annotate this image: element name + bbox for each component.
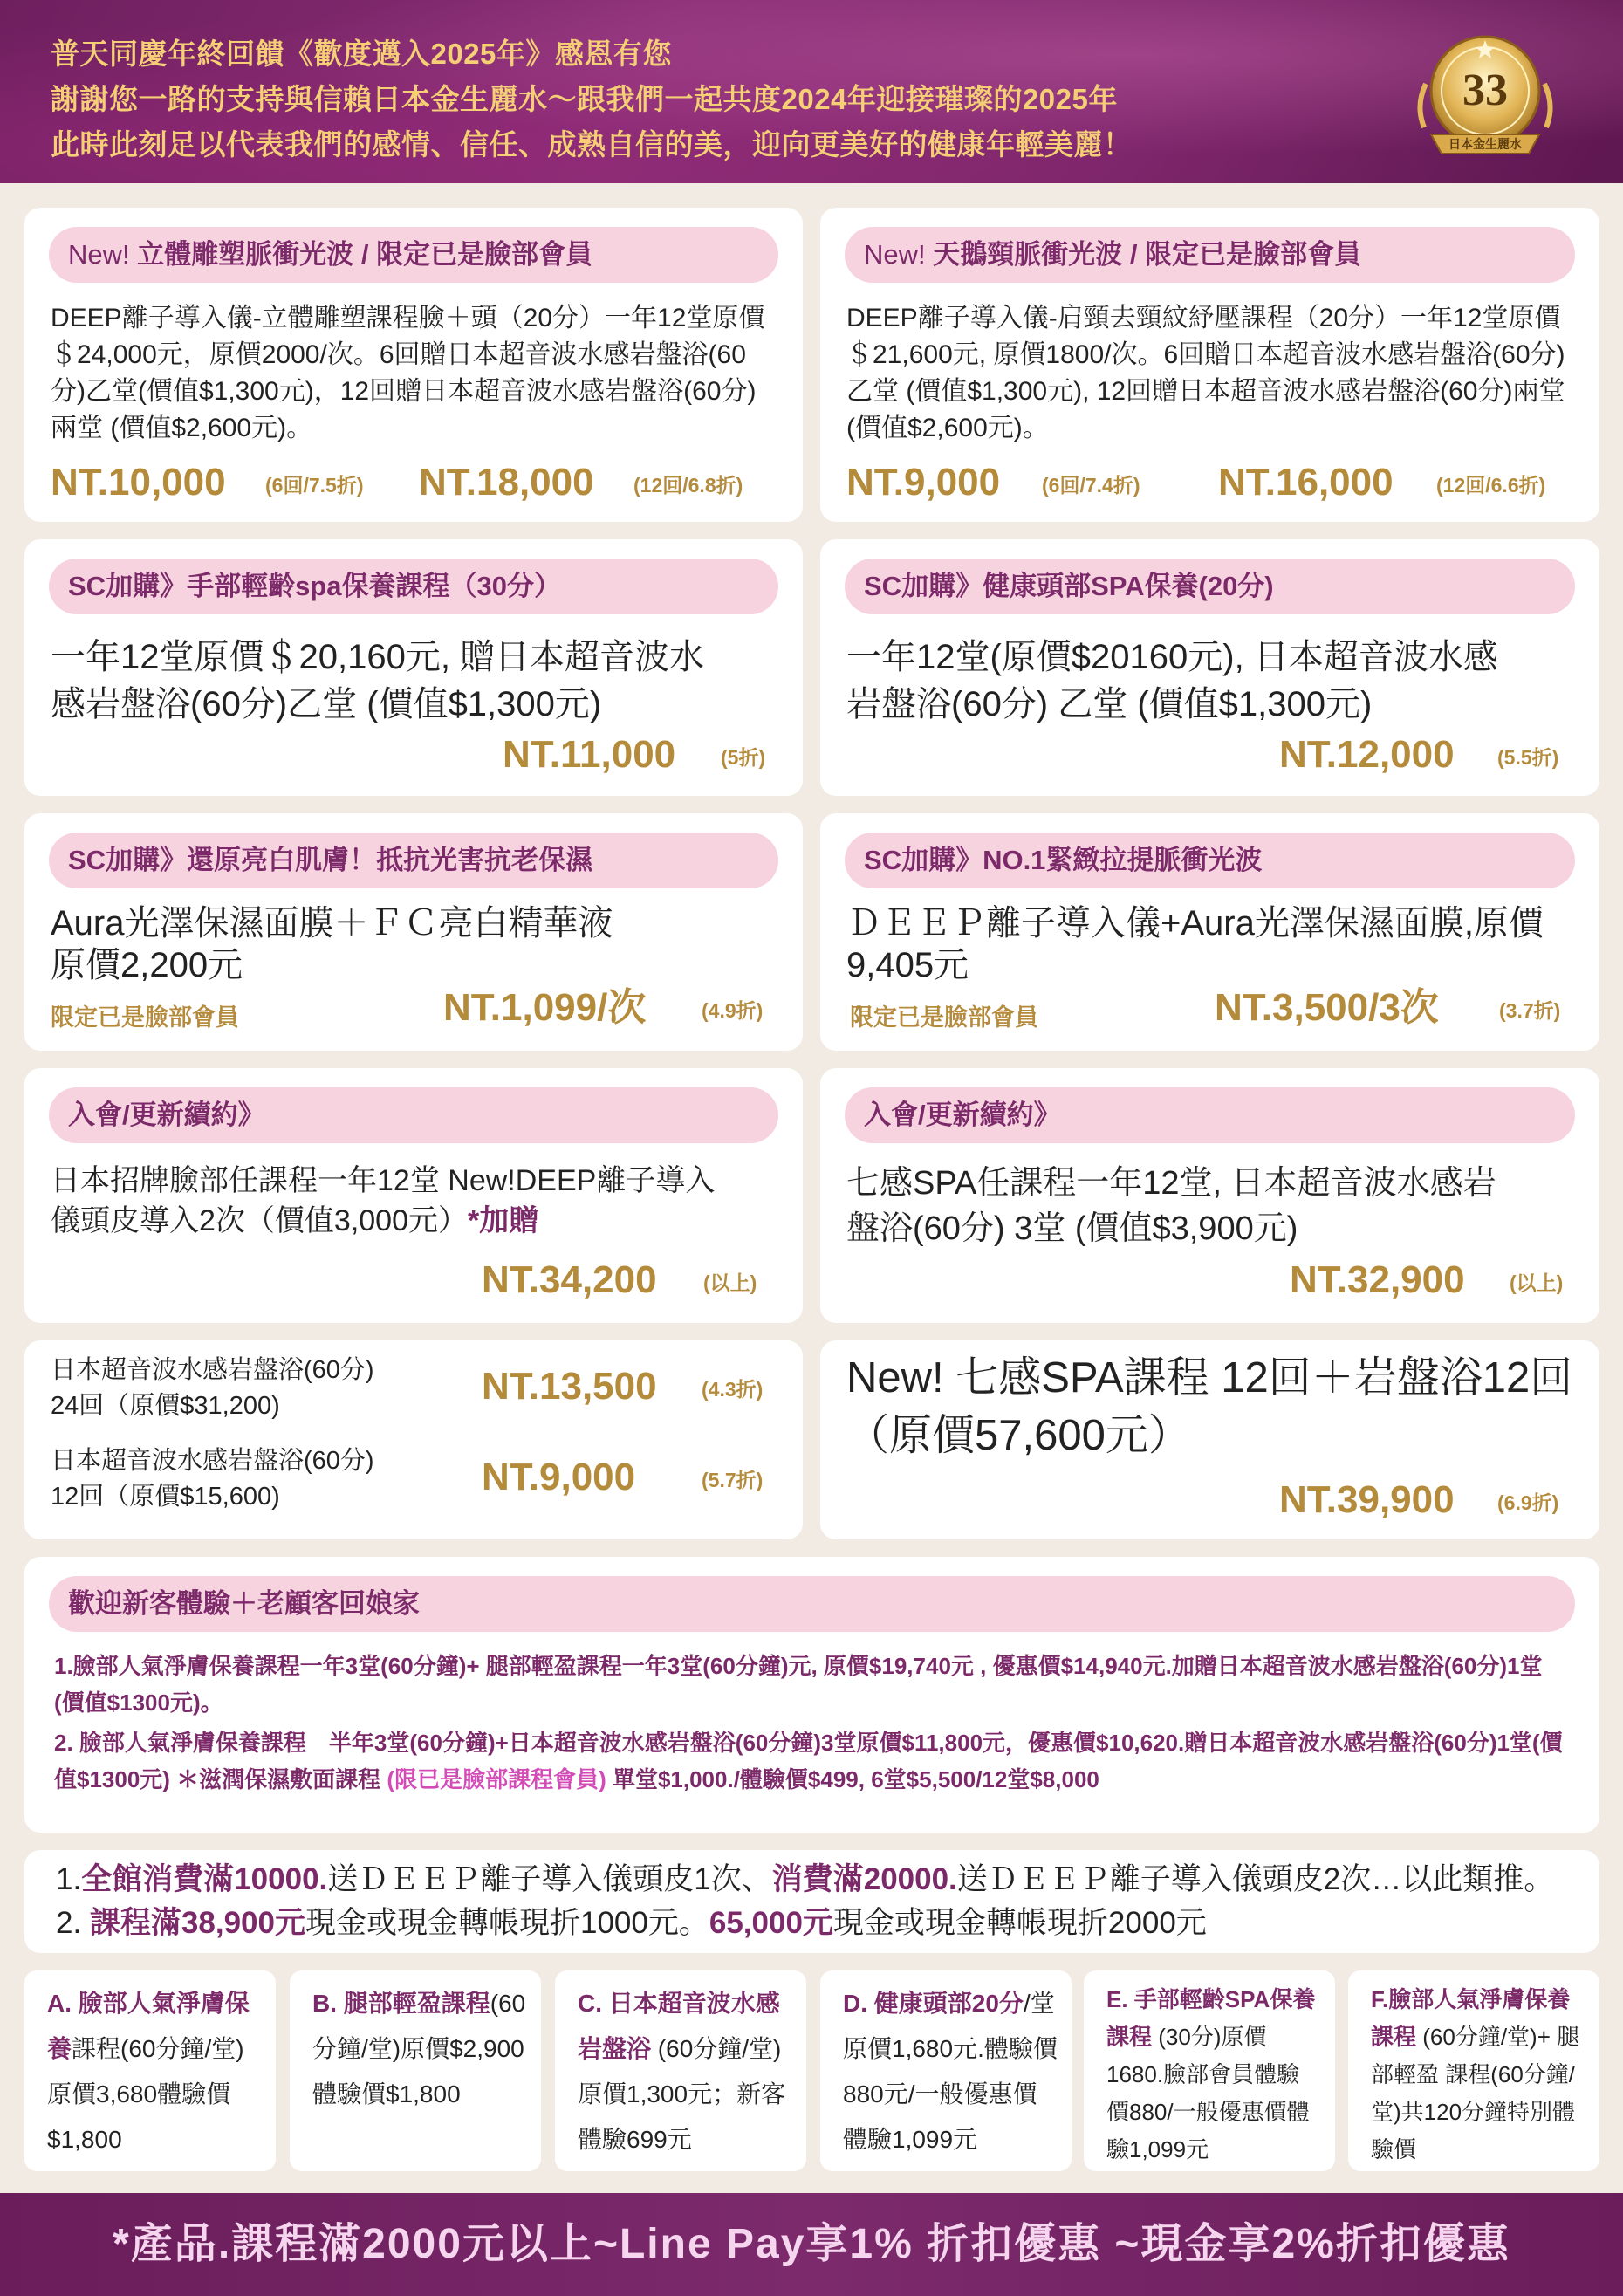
price: NT.3,500/3次 <box>1215 986 1439 1029</box>
rock-bath-24-description: 日本超音波水感岩盤浴(60分) 24回（原價$31,200) <box>51 1356 374 1420</box>
card-title: New! 立體雕塑脈衝光波 / 限定已是臉部會員 <box>49 227 778 283</box>
trial-card-a: A. 臉部人氣淨膚保養課程(60分鐘/堂)原價3,680體驗價$1,800 <box>24 1970 276 2171</box>
card-description: Aura光澤保濕面膜＋ＦＣ亮白精華液原價2,200元 <box>51 904 613 984</box>
trial-card-f: F.臉部人氣淨膚保養課程 (60分鐘/堂)+ 腿部輕盈 課程(60分鐘/堂)共120分鐘特別體驗價 <box>1348 1970 1599 2171</box>
discount-note-6: (6回/7.5折) <box>265 474 364 497</box>
offer-card-swan-neck <box>820 208 1599 522</box>
member-limit-note: 限定已是臉部會員 <box>51 1004 239 1031</box>
discount-note-12: (12回/6.8折) <box>633 474 743 497</box>
discount-note: (3.7折) <box>1499 999 1561 1022</box>
card-description: 日本招牌臉部任課程一年12堂 New!DEEP離子導入儀頭皮導入2次（價值3,000元）*加贈 <box>51 1164 716 1237</box>
badge-number: 33 <box>1462 65 1508 115</box>
card-title: SC加購》健康頭部SPA保養(20分) <box>845 559 1575 614</box>
payment-discount-footer: *產品.課程滿2000元以上~Line Pay享1% 折扣優惠 ~現金享2%折扣優惠 <box>0 2193 1623 2296</box>
price-6: NT.10,000 <box>51 461 226 504</box>
trial-card-d: D. 健康頭部20分/堂原價1,680元.體驗價880元/一般優惠價體驗1,099元 <box>820 1970 1072 2171</box>
price-12: NT.18,000 <box>419 461 594 504</box>
offer-card-sculpt-pulse <box>24 208 803 522</box>
card-title: New! 天鵝頸脈衝光波 / 限定已是臉部會員 <box>845 227 1575 283</box>
card-description: 一年12堂原價＄20,160元, 贈日本超音波水感岩盤浴(60分)乙堂 (價值$1,300元) <box>51 638 705 723</box>
header-banner <box>0 0 1623 183</box>
promo-line-2: 2. 課程滿38,900元現金或現金轉帳現折1000元。65,000元現金或現金轉帳現折2000元 <box>56 1906 1207 1940</box>
card-description: 七感SPA任課程一年12堂, 日本超音波水感岩盤浴(60分) 3堂 (價值$3,900元) <box>846 1165 1496 1247</box>
card-title: SC加購》還原亮白肌膚！抵抗光害抗老保濕 <box>49 833 778 888</box>
welcome-item-1: 1.臉部人氣淨膚保養課程一年3堂(60分鐘)+ 腿部輕盈課程一年3堂(60分鐘)元, 原價$19,740元 , 優惠價$14,940元.加贈日本超音波水感岩盤浴(60分)1堂(價值$1300元)。 <box>54 1653 1543 1716</box>
discount-note: (4.9折) <box>702 999 764 1022</box>
badge-text: 日本金生麗水 <box>1448 138 1522 152</box>
discount-note: (以上) <box>703 1271 757 1294</box>
price-24: NT.13,500 <box>482 1365 657 1408</box>
gift-label: *加贈 <box>468 1204 539 1237</box>
card-description: ＤＥＥＰ離子導入儀+Aura光澤保濕面膜,原價9,405元 <box>846 904 1544 984</box>
discount-note-24: (4.3折) <box>702 1378 764 1401</box>
offer-card-head-spa <box>820 539 1599 796</box>
discount-note-12: (12回/6.6折) <box>1436 474 1546 497</box>
promo-line-1: 1.全館消費滿10000.送ＤＥＥＰ離子導入儀頭皮1次、消費滿20000.送ＤＥＥＰ離子導入儀頭皮2次…以此類推。 <box>56 1862 1555 1896</box>
offer-card-firming-pulse <box>820 813 1599 1051</box>
card-title: 入會/更新續約》 <box>49 1087 778 1143</box>
member-limit-note: 限定已是臉部會員 <box>850 1004 1038 1031</box>
header-line-2: 謝謝您一路的支持與信賴日本金生麗水～跟我們一起共度2024年迎接璀璨的2025年 <box>51 83 1118 115</box>
price: NT.39,900 <box>1279 1478 1455 1521</box>
discount-note: (5.5折) <box>1497 746 1559 769</box>
offer-card-membership-spa <box>820 1068 1599 1323</box>
price: NT.11,000 <box>503 733 676 776</box>
card-title: SC加購》手部輕齡spa保養課程（30分） <box>49 559 778 614</box>
offer-card-seven-senses-spa <box>820 1340 1599 1539</box>
trial-card-b: B. 腿部輕盈課程(60分鐘/堂)原價$2,900體驗價$1,800 <box>290 1970 541 2171</box>
offer-card-brightening <box>24 813 803 1051</box>
offer-card-membership-face <box>24 1068 803 1323</box>
discount-note: (5折) <box>721 746 766 769</box>
price: NT.12,000 <box>1279 733 1455 776</box>
trial-card-c: C. 日本超音波水感岩盤浴 (60分鐘/堂)原價1,300元；新客體驗699元 <box>555 1970 806 2171</box>
discount-note: (以上) <box>1510 1271 1564 1294</box>
offer-card-rock-bath <box>24 1340 803 1539</box>
card-description: DEEP離子導入儀-立體雕塑課程臉＋頭（20分）一年12堂原價＄24,000元，原價2000/次。6回贈日本超音波水感岩盤浴(60分)乙堂(價值$1,300元)，12回贈日本超音波水感岩盤浴(60分)兩堂 (價值$2,600元)。 <box>51 304 765 442</box>
price-12: NT.9,000 <box>482 1456 636 1498</box>
price: NT.32,900 <box>1290 1258 1465 1301</box>
price-12: NT.16,000 <box>1218 461 1394 504</box>
welcome-item-2: 2. 臉部人氣淨膚保養課程 半年3堂(60分鐘)+日本超音波水感岩盤浴(60分鐘)3堂原價$11,800元，優惠價$10,620.贈日本超音波水感岩盤浴(60分)1堂(價值$1300元) ＊滋潤保濕敷面課程 (限已是臉部課程會員) 單堂$1,000./體驗價$499, 6堂$5,500/12堂$8,000 <box>54 1730 1563 1792</box>
card-description: DEEP離子導入儀-肩頸去頸紋紓壓課程（20分）一年12堂原價＄21,600元, 原價1800/次。6回贈日本超音波水感岩盤浴(60分)乙堂 (價值$1,300元), 12回贈日本超音波水感岩盤浴(60分)兩堂 (價值$2,600元)。 <box>846 304 1565 442</box>
header-line-1: 普天同慶年終回饋《歡度邁入2025年》感恩有您 <box>51 38 672 70</box>
price: NT.1,099/次 <box>443 986 647 1029</box>
trial-card-e: E. 手部輕齡SPA保養課程 (30分)原價1680.臉部會員體驗價880/一般優惠價體驗1,099元 <box>1084 1970 1335 2171</box>
welcome-offer-card <box>24 1557 1599 1833</box>
discount-note: (6.9折) <box>1497 1491 1559 1514</box>
card-description: New! 七感SPA課程 12回＋岩盤浴12回（原價57,600元） <box>846 1354 1573 1459</box>
price: NT.34,200 <box>482 1258 657 1301</box>
offer-card-hand-spa <box>24 539 803 796</box>
anniversary-badge-icon <box>1407 23 1564 171</box>
card-title: 入會/更新續約》 <box>845 1087 1575 1143</box>
price-6: NT.9,000 <box>846 461 1001 504</box>
member-only-highlight: (限已是臉部課程會員) <box>387 1766 606 1792</box>
card-title: SC加購》NO.1緊緻拉提脈衝光波 <box>845 833 1575 888</box>
discount-note-6: (6回/7.4折) <box>1042 474 1140 497</box>
header-line-3: 此時此刻足以代表我們的感情、信任、成熟自信的美，迎向更美好的健康年輕美麗！ <box>51 128 1133 161</box>
spending-promo-card <box>24 1850 1599 1953</box>
card-description: 一年12堂(原價$20160元), 日本超音波水感岩盤浴(60分) 乙堂 (價值$1,300元) <box>846 638 1498 723</box>
discount-note-12: (5.7折) <box>702 1469 764 1491</box>
rock-bath-12-description: 日本超音波水感岩盤浴(60分) 12回（原價$15,600) <box>51 1447 374 1511</box>
welcome-title: 歡迎新客體驗＋老顧客回娘家 <box>49 1576 1575 1632</box>
